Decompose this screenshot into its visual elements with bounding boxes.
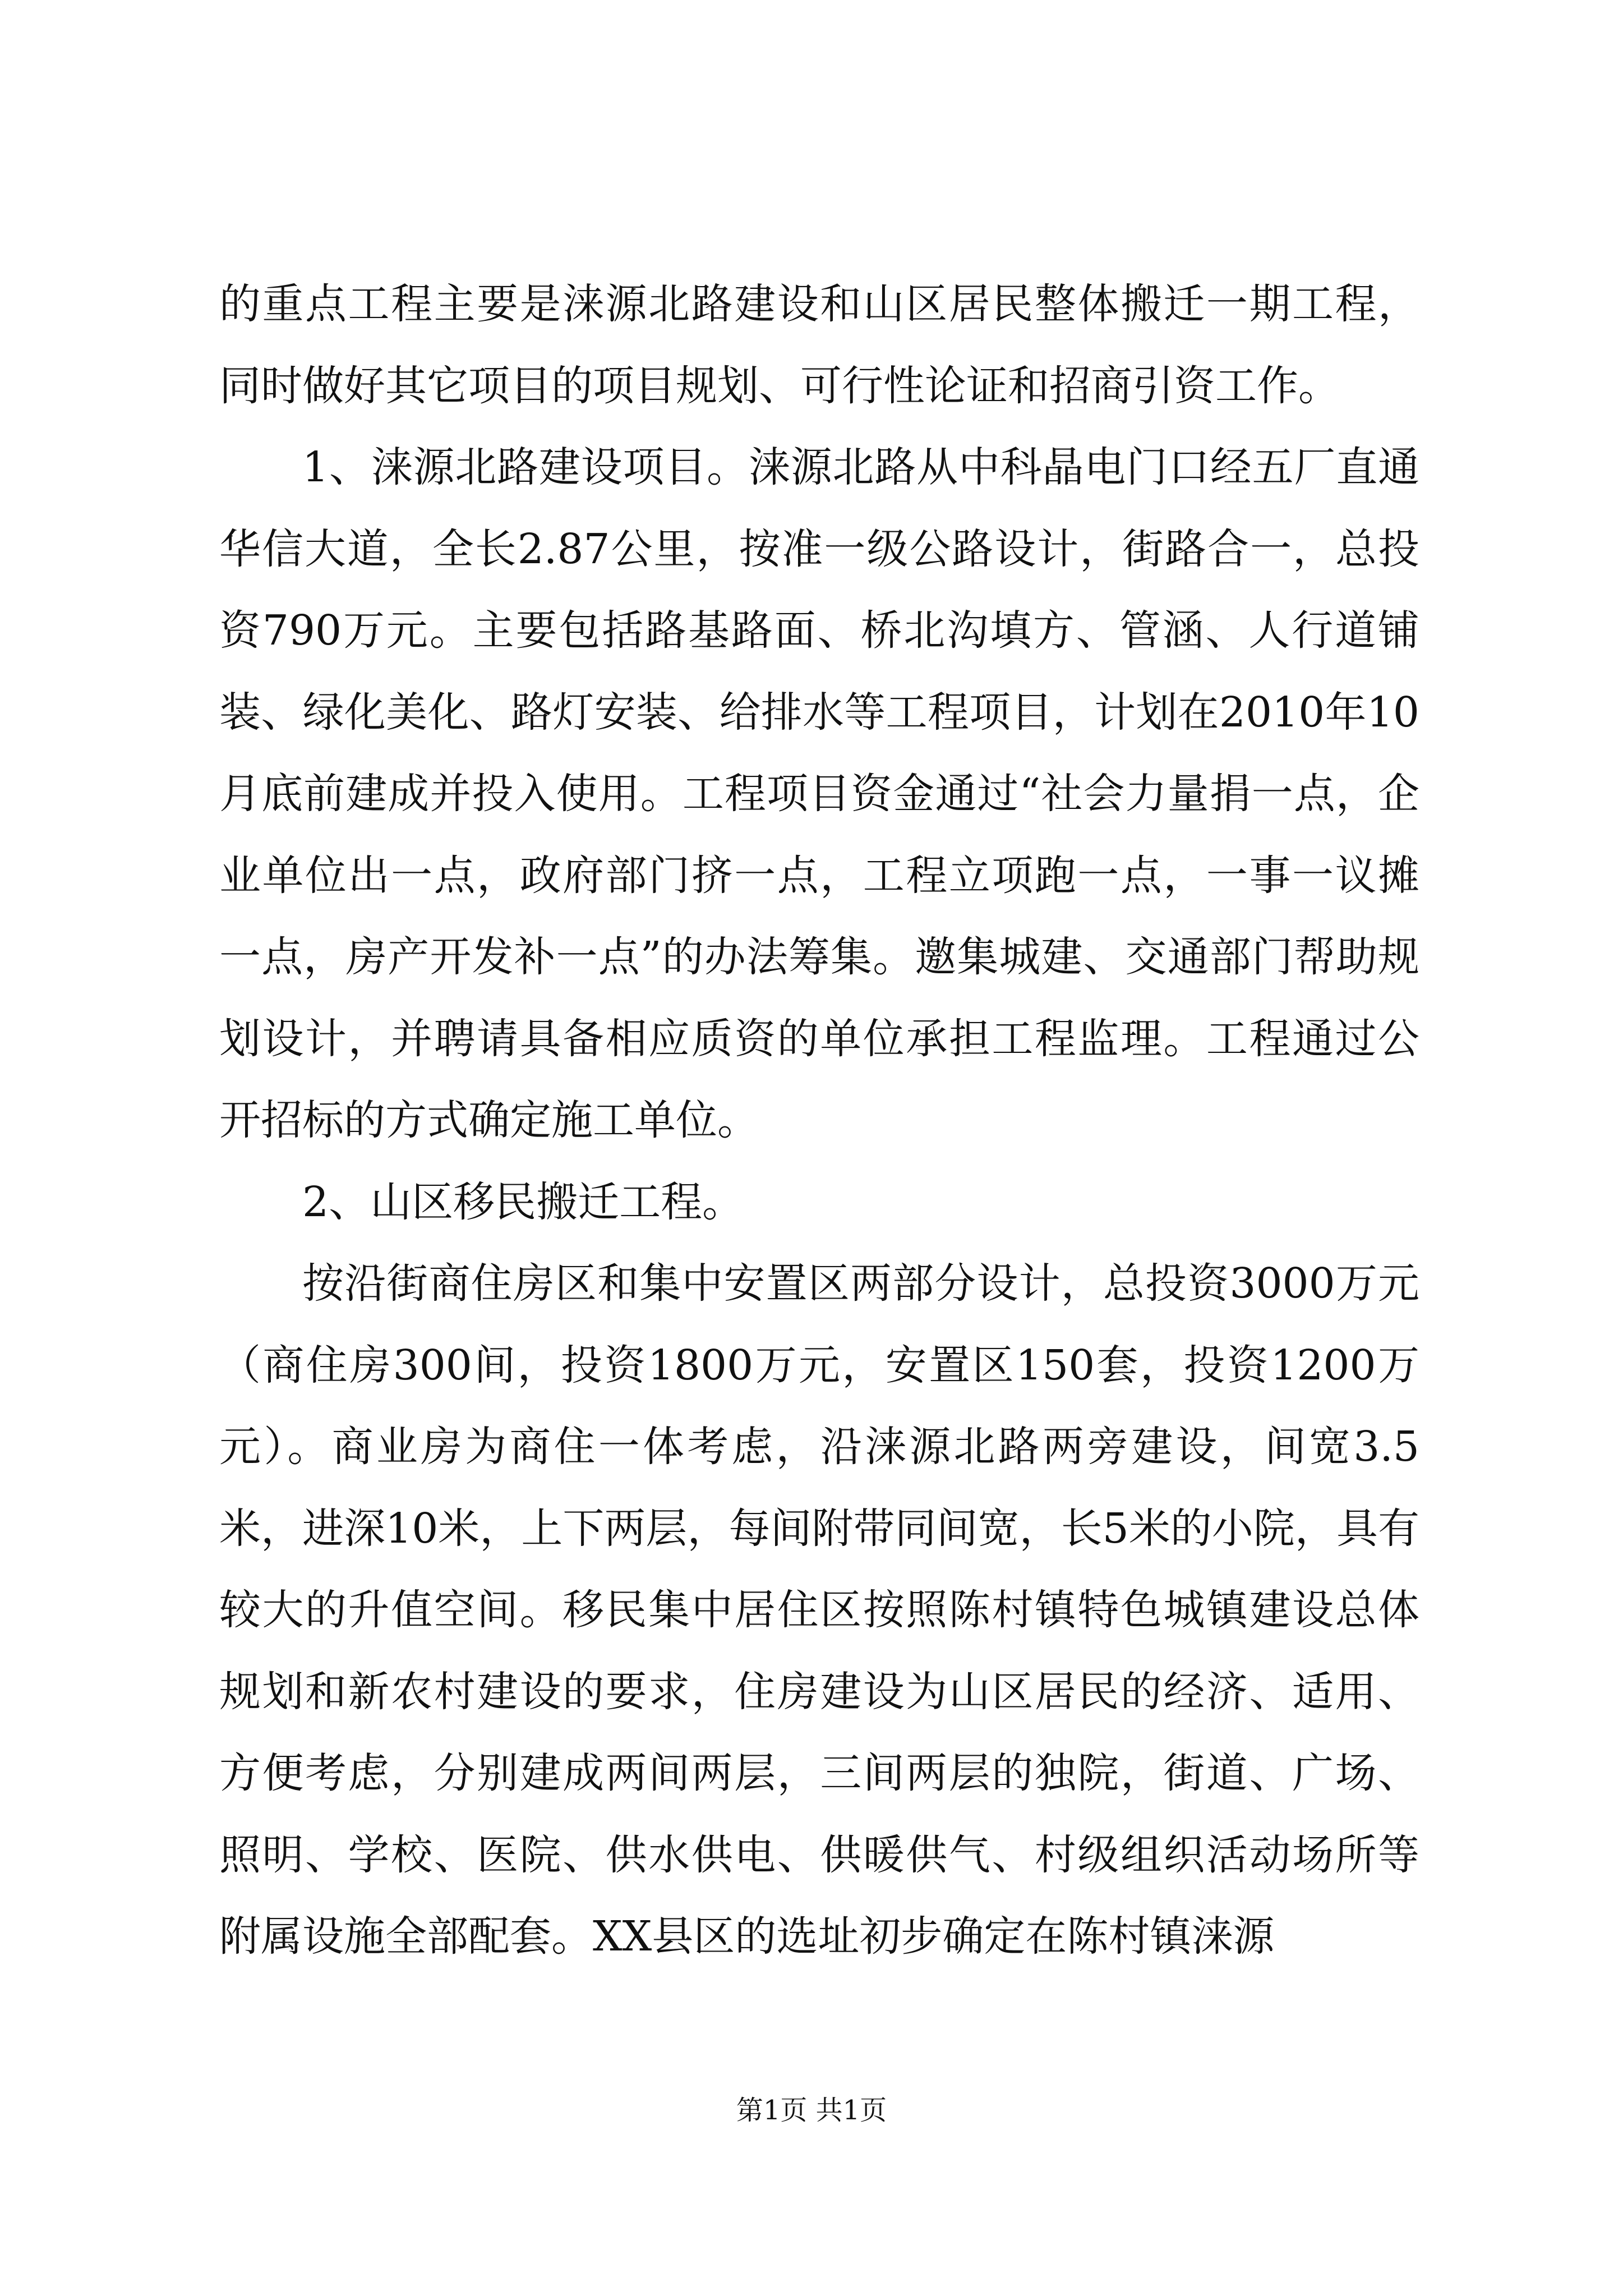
paragraph-2: 1、涞源北路建设项目。涞源北路从中科晶电门口经五厂直通华信大道，全长2.87公里，按准一级公路设计，街路合一，总投资790万元。主要包括路基路面、桥北沟填方、管涵、人行道铺装、绿化美化、路灯安装、给排水等工程项目，计划在2010年10月底前建成并投入使用。工程项目资金通过“社会力量捐一点，企业单位出一点，政府部门挤一点，工程立项跑一点，一事一议摊一点，房产开发补一点”的办法筹集。邀集城建、交通部门帮助规划设计，并聘请具备相应质资的单位承担工程监理。工程通过公开招标的方式确定施工单位。 bbox=[219, 443, 1419, 1144]
document-body bbox=[219, 264, 1419, 1978]
paragraph-4: 按沿街商住房区和集中安置区两部分设计，总投资3000万元（商住房300间，投资1800万元，安置区150套，投资1200万元）。商业房为商住一体考虑，沿涞源北路两旁建设，间宽3.5米，进深10米，上下两层，每间附带同间宽，长5米的小院，具有较大的升值空间。移民集中居住区按照陈村镇特色城镇建设总体规划和新农村建设的要求，住房建设为山区居民的经济、适用、方便考虑，分别建成两间两层，三间两层的独院，街道、广场、照明、学校、医院、供水供电、供暖供气、村级组织活动场所等附属设施全部配套。XX县区的选址初步确定在陈村镇涞源 bbox=[219, 1259, 1419, 1961]
page-footer: 第1页 共1页 bbox=[736, 2095, 887, 2126]
paragraph-1: 的重点工程主要是涞源北路建设和山区居民整体搬迁一期工程，同时做好其它项目的项目规划、可行性论证和招商引资工作。 bbox=[219, 280, 1419, 410]
paragraph-3: 2、山区移民搬迁工程。 bbox=[302, 1177, 744, 1226]
